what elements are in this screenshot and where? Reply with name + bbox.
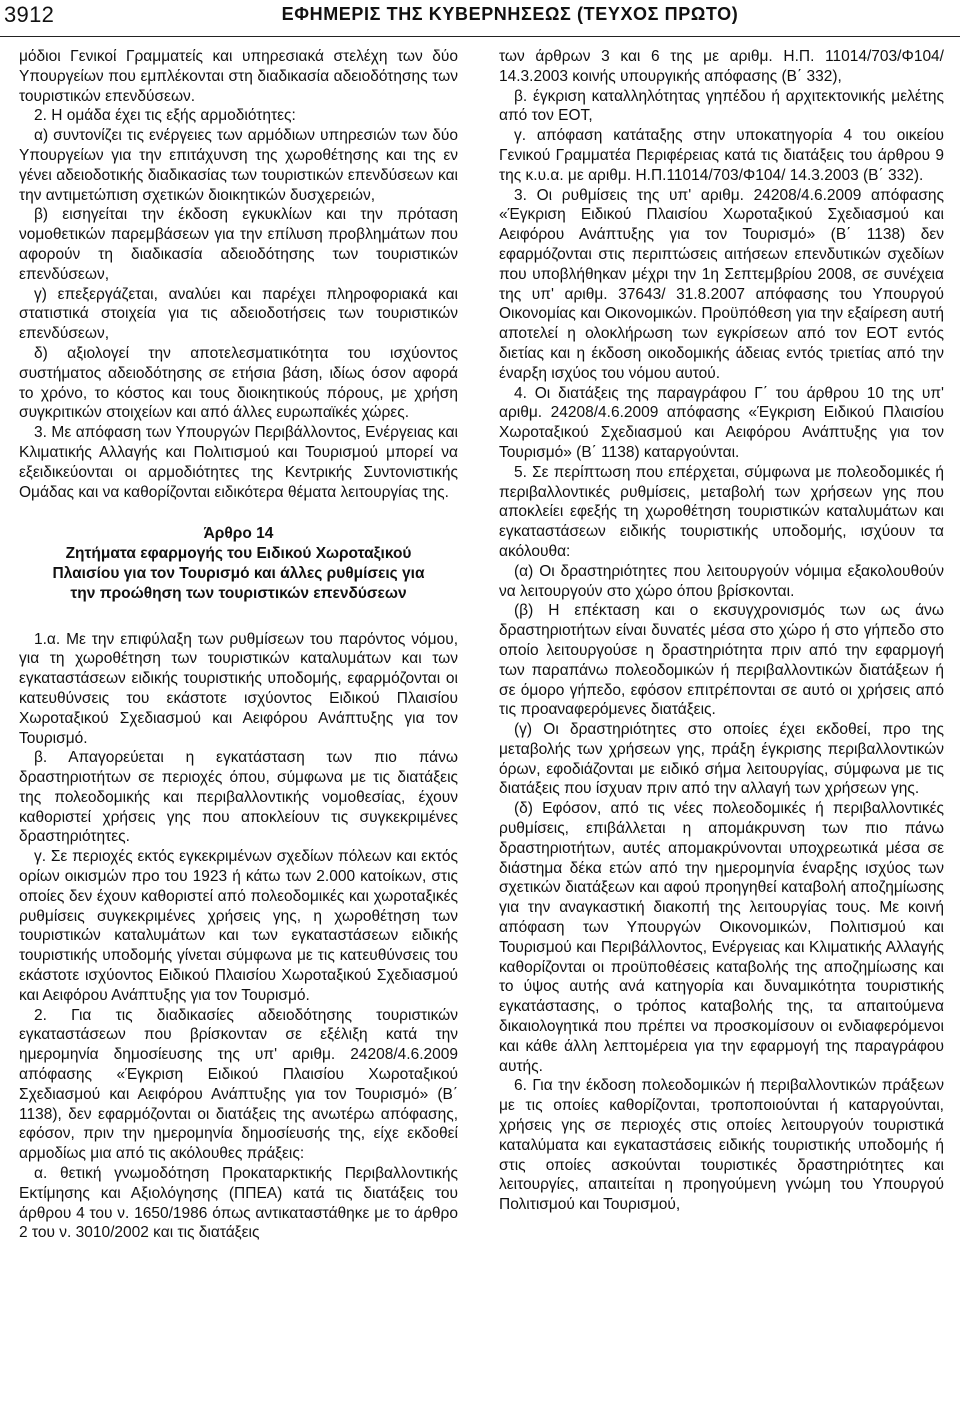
article-title-line: την προώθηση των τουριστικών επενδύσεων <box>70 584 407 602</box>
paragraph: 3. Οι ρυθμίσεις της υπ' αριθμ. 24208/4.6.2009 απόφασης «Έγκριση Ειδικού Πλαισίου Χωροταξικού Σχεδιασμού και Αειφόρου Ανάπτυξης για τον Τουρισμό» (Β΄ 1138) δεν εφαρμόζονται στις περιπτώσεις αιτήσεων επενδυτικών σχεδίων που υποβλήθηκαν μέχρι την 1η Σεπτεμβρίου 2008, σε συνέχεια της υπ' αριθμ. 37643/ 31.8.2007 απόφασης του Υπουργού Οικονομίας και Οικονομικών. Προϋπόθεση για την εξαίρεση αυτή αποτελεί η ολοκλήρωση των εγκρίσεων από τον ΕΟΤ εντός διετίας και η έκδοση οικοδομικής άδειας εντός τριετίας από την έναρξη ισχύος του νόμου αυτού. <box>499 186 944 382</box>
paragraph: β. Απαγορεύεται η εγκατάσταση των πιο πάνω δραστηριοτήτων σε περιοχές όπου, σύμφωνα με τις διατάξεις της πολεοδομικής και περιβαλλοντικής νομοθεσίας, έχουν καθοριστεί χρήσεις γης που αποκλείουν τις συγκεκριμένες δραστηριότητες. <box>19 749 458 846</box>
left-column <box>19 47 458 1243</box>
paragraph: 1.α. Με την επιφύλαξη των ρυθμίσεων του παρόντος νόμου, για τη χωροθέτηση των τουριστικών καταλυμάτων και των εγκαταστάσεων ειδικής τουριστικής υποδομής, εφαρμόζονται οι κατευθύνσεις του εκάστοτε ισχύοντος Ειδικού Πλαισίου Χωροταξικού Σχεδιασμού και Αειφόρου Ανάπτυξης για τον Τουρισμό. <box>19 630 458 747</box>
paragraph: μόδιοι Γενικοί Γραμματείς και υπηρεσιακά στελέχη των δύο Υπουργείων που εμπλέκονται στη διαδικασία αδειοδότησης των τουριστικών επενδύσεων. <box>19 48 458 105</box>
paragraph: γ. Σε περιοχές εκτός εγκεκριμένων σχεδίων πόλεων και εκτός ορίων οικισμών προ του 1923 ή κάτω των 2.000 κατοίκων, στις οποίες δεν έχουν καθοριστεί από πολεοδομικές και χωροταξικές ρυθμίσεις συγκεκριμένες χρήσεις γης, η χωροθέτηση των τουριστικών καταλυμάτων και των εγκαταστάσεων ειδικής τουριστικής υποδομής γίνεται σύμφωνα με τις κατευθύνσεις του εκάστοτε ισχύοντος Ειδικού Πλαισίου Χωροταξικού Σχεδιασμού και Αειφόρου Ανάπτυξης για τον Τουρισμό. <box>19 848 458 1004</box>
paragraph: (α) Οι δραστηριότητες που λειτουργούν νόμιμα εξακολουθούν να λειτουργούν στο χώρο όπου βρίσκονται. <box>499 562 944 600</box>
right-column <box>499 47 944 1215</box>
paragraph: α) συντονίζει τις ενέργειες των αρμόδιων υπηρεσιών των δύο Υπουργείων για την επιτάχυνση της χωροθέτησης και της εν γένει αδειοδοτικής διαδικασίας των τουριστικών επενδύσεων και την αντιμετώπιση σχετικών διοικητικών δυσχερειών, <box>19 127 458 204</box>
paragraph: 2. Η ομάδα έχει τις εξής αρμοδιότητες: <box>34 107 296 125</box>
paragraph: γ) επεξεργάζεται, αναλύει και παρέχει πληροφοριακά και στατιστικά στοιχεία για τις αδειοδοτήσεις των τουριστικών επενδύσεων, <box>19 285 458 343</box>
running-title: ΕΦΗΜΕΡΙΣ ΤΗΣ ΚΥΒΕΡΝΗΣΕΩΣ (ΤΕΥΧΟΣ ΠΡΩΤΟ) <box>281 4 739 24</box>
paragraph: δ) αξιολογεί την αποτελεσματικότητα του ισχύοντος συστήματος αδειοδότησης σε ετήσια βάση, ιδίως όσον αφορά το χρόνο, το κόστος και τους διοικητικούς πόρους, με χρήση συγκριτικών στοιχείων και από άλλες ευρωπαϊκές χώρες. <box>19 344 458 422</box>
paragraph: (γ) Οι δραστηριότητες στο οποίες έχει εκδοθεί, προ της μεταβολής των χρήσεων γης, πράξη έγκρισης περιβαλλοντικών όρων, εφοδιάζονται με ειδικό σήμα λειτουργίας, σύμφωνα με τις διατάξεις που ίσχυαν πριν από την αλλαγή των χρήσεων γης. <box>499 721 944 798</box>
article-title-line: Πλαισίου για τον Τουρισμό και άλλες ρυθμίσεις για <box>52 564 425 582</box>
article-number: Άρθρο 14 <box>203 525 274 543</box>
paragraph: 3. Με απόφαση των Υπουργών Περιβάλλοντος, Ενέργειας και Κλιματικής Αλλαγής και Πολιτισμού και Τουρισμού μπορεί να εξειδικεύονται οι αρμοδιότητες της Κεντρικής Συντονιστικής Ομάδας και να καθορίζονται ειδικότερα θέματα λειτουργίας της. <box>19 424 458 501</box>
page-number: 3912 <box>4 2 55 27</box>
article-title-line: Ζητήματα εφαρμογής του Ειδικού Χωροταξικού <box>65 545 412 563</box>
paragraph: 6. Για την έκδοση πολεοδομικών ή περιβαλλοντικών πράξεων με τις οποίες καθορίζονται, τροποποιούνται ή καταργούνται, χρήσεις γης σε περιοχές στις οποίες λειτουργούν τουριστικά καταλύματα και εγκαταστάσεις ειδικής τουριστικής υποδομής ή στις οποίες ασκούνται τουριστικές δραστηριότητες και λειτουργίες, απαιτείται η προηγούμενη γνώμη του Υπουργού Πολιτισμού και Τουρισμού, <box>499 1077 944 1214</box>
article-heading <box>19 524 458 603</box>
paragraph: β. έγκριση καταλληλότητας γηπέδου ή αρχιτεκτονικής μελέτης από τον ΕΟΤ, <box>499 87 944 125</box>
page-header <box>0 0 960 37</box>
paragraph: (δ) Εφόσον, από τις νέες πολεοδομικές ή περιβαλλοντικές ρυθμίσεις, επιβάλλεται η απομάκρυνση των πιο πάνω δραστηριοτήτων, αυτές απομακρύνονται υποχρεωτικά μέσα σε διάστημα δέκα ετών από την ημερομηνία έναρξης ισχύος των σχετικών διατάξεων και αφού προηγηθεί καταβολή αποζημίωσης για την αναγκαστική διακοπή της λειτουργίας τους. Με κοινή απόφαση των Υπουργών Οικονομικών, Πολιτισμού και Τουρισμού και Περιβάλλοντος, Ενέργειας και Κλιματικής Αλλαγής καθορίζονται οι προϋποθέσεις καταβολής της αποζημίωσης και το ύψος αυτής ανά κατηγορία και δυναμικότητα τουριστικής εγκατάστασης, ο τρόπος καταβολής της, τα απαιτούμενα δικαιολογητικά που πρέπει να προσκομίσουν οι ενδιαφερόμενοι και κάθε άλλη λεπτομέρεια για την εφαρμογή της παραγράφου αυτής. <box>499 800 944 1075</box>
paragraph: (β) Η επέκταση και ο εκσυγχρονισμός των ως άνω δραστηριοτήτων είναι δυνατές μέσα στο χώρο ή στο γήπεδο στο οποίο λειτουργούσε η δραστηριότητα πριν από την εφαρμογή των παραπάνω πολεοδομικών ή περιβαλλοντικών διατάξεων ή σε όμορο γήπεδο, εφόσον επιτρέπονται σε αυτό οι χρήσεις από τις προαναφερόμενες διατάξεις. <box>499 602 944 719</box>
paragraph: α. θετική γνωμοδότηση Προκαταρκτικής Περιβαλλοντικής Εκτίμησης και Αξιολόγησης (ΠΠΕΑ) κατά τις διατάξεις του άρθρου 4 του ν. 1650/1986 όπως αντικαταστάθηκε με το άρθρο 2 του ν. 3010/2002 και τις διατάξεις <box>19 1165 458 1242</box>
paragraph: 2. Για τις διαδικασίες αδειοδότησης τουριστικών εγκαταστάσεων που βρίσκονταν σε εξέλιξη κατά την ημερομηνία δημοσίευσης της υπ' αριθμ. 24208/4.6.2009 απόφασης «Έγκριση Ειδικού Πλαισίου Χωροταξικού Σχεδιασμού και Αειφόρου Ανάπτυξης για τον Τουρισμό» (Β΄ 1138), δεν εφαρμόζονται οι διατάξεις της ανωτέρω απόφασης, εφόσον, πριν την ημερομηνία δημοσίευσής της, είχε εκδοθεί αρμοδίως μια από τις ακόλουθες πράξεις: <box>19 1006 458 1163</box>
paragraph: των άρθρων 3 και 6 της με αριθμ. Η.Π. 11014/703/Φ104/ 14.3.2003 κοινής υπουργικής απόφασης (Β΄ 332), <box>499 48 944 85</box>
paragraph: β) εισηγείται την έκδοση εγκυκλίων και την πρόταση νομοθετικών παρεμβάσεων για την επίλυση προβλημάτων που αφορούν τη διαδικασία αδειοδότησης των τουριστικών επενδύσεων, <box>19 206 458 283</box>
paragraph: γ. απόφαση κατάταξης στην υποκατηγορία 4 του οικείου Γενικού Γραμματέα Περιφέρειας κατά τις διατάξεις του άρθρου 9 της κ.υ.α. με αριθμ. Η.Π.11014/703/Φ104/ 14.3.2003 (Β΄ 332). <box>499 127 944 184</box>
paragraph: 4. Οι διατάξεις της παραγράφου Γ΄ του άρθρου 10 της υπ' αριθμ. 24208/4.6.2009 απόφασης «Έγκριση Ειδικού Πλαισίου Χωροταξικού Σχεδιασμού και Αειφόρου Ανάπτυξης για τον Τουρισμό» (Β΄ 1138) καταργούνται. <box>499 384 944 461</box>
paragraph: 5. Σε περίπτωση που επέρχεται, σύμφωνα με πολεοδομικές ή περιβαλλοντικές ρυθμίσεις, μεταβολή των χρήσεων γης που αποκλείει εφεξής τη χωροθέτηση τουριστικών καταλυμάτων και εγκαταστάσεων ειδικής τουριστικής υποδομής, ισχύουν τα ακόλουθα: <box>499 463 944 560</box>
